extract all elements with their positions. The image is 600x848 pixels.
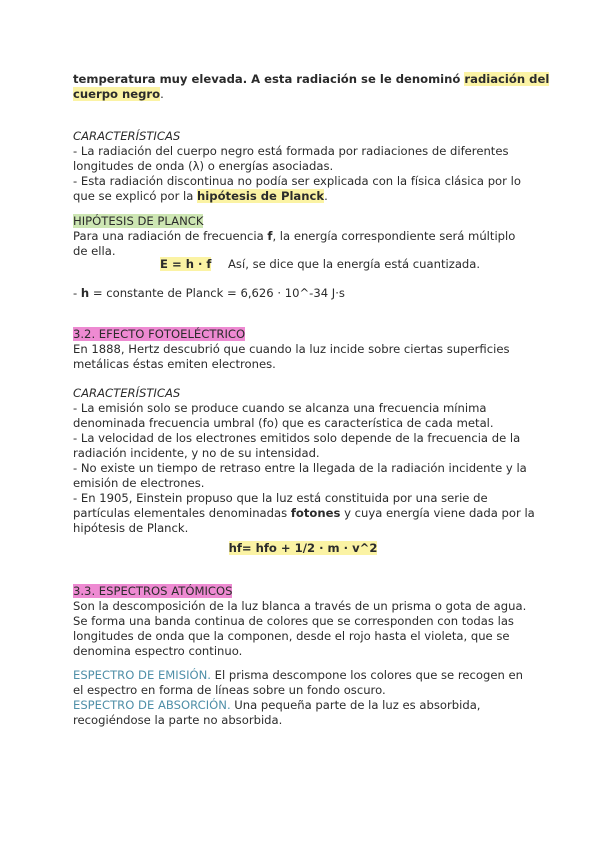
intro-text: temperatura muy elevada. A esta radiación se le denominó: [73, 72, 465, 86]
espectro-absorcion-label: ESPECTRO DE ABSORCIÓN.: [73, 698, 231, 712]
fotoelectrico-caracteristicas: [73, 386, 533, 536]
espectro-emision-text: el espectro en forma de líneas sobre un fondo oscuro.: [73, 683, 386, 697]
fotones-bold: fotones: [290, 506, 341, 520]
bullet-line: hipótesis de Planck.: [73, 521, 189, 535]
fotoelectrico-intro: metálicas éstas emiten electrones.: [73, 357, 276, 371]
espectros-heading: 3.3. ESPECTROS ATÓMICOS: [73, 584, 233, 598]
planck-text-b: , la energía correspondiente será múltiplo: [272, 229, 516, 243]
bullet-line: - Esta radiación discontinua no podía ser explicada con la física clásica por lo: [73, 174, 521, 188]
highlight-cuerpo-negro-a: radiación del: [464, 72, 550, 86]
planck-heading: HIPÓTESIS DE PLANCK: [73, 214, 204, 228]
espectro-absorcion-text: Una pequeña parte de la luz es absorbida,: [230, 698, 481, 712]
bullet-line: - No existe un tiempo de retraso entre la llegada de la radiación incidente y la: [73, 461, 527, 475]
espectros-text: Se forma una banda continua de colores que se corresponden con todas las: [73, 614, 514, 628]
caracteristicas-title: CARACTERÍSTICAS: [73, 386, 181, 400]
intro-end: .: [160, 87, 164, 101]
bullet-line: - En 1905, Einstein propuso que la luz está constituida por una serie de: [73, 491, 488, 505]
espectros-tipos: [73, 668, 533, 728]
einstein-equation: [73, 541, 533, 556]
fotoelectrico-heading: 3.2. EFECTO FOTOELÉCTRICO: [73, 327, 246, 341]
planck-equation-formula: E = h · f: [160, 257, 212, 271]
bullet-line: - La velocidad de los electrones emitidos solo depende de la frecuencia de la: [73, 431, 521, 445]
espectro-emision-label: ESPECTRO DE EMISIÓN.: [73, 668, 211, 682]
bullet-line: radiación incidente, y no de su intensidad.: [73, 446, 320, 460]
planck-equation: [160, 257, 211, 272]
bullet-line: emisión de electrones.: [73, 476, 205, 490]
espectro-emision-text: El prisma descompone los colores que se recogen en: [211, 668, 523, 682]
fotoelectrico-section: [73, 327, 533, 372]
constant-text: = constante de Planck = 6,626 · 10^-34 J·s: [89, 286, 345, 300]
highlight-hipotesis-planck: hipótesis de Planck: [197, 189, 325, 203]
espectros-section: [73, 584, 533, 659]
bullet-line-end: y cuya energía viene dada por la: [340, 506, 535, 520]
intro-paragraph: [73, 72, 550, 102]
caracteristicas-section-1: [73, 129, 533, 204]
einstein-equation-formula: hf= hfo + 1/2 · m · v^2: [228, 541, 378, 555]
bullet-line: partículas elementales denominadas: [73, 506, 291, 520]
espectro-absorcion-text: recogiéndose la parte no absorbida.: [73, 713, 283, 727]
planck-section: [73, 214, 533, 259]
highlight-cuerpo-negro-b: cuerpo negro: [73, 87, 161, 101]
bullet-end: .: [324, 189, 328, 203]
bullet-line: longitudes de onda (λ) o energías asociadas.: [73, 159, 334, 173]
bullet-line: que se explicó por la: [73, 189, 198, 203]
espectros-text: longitudes de onda que la componen, desde el rojo hasta el violeta, que se: [73, 629, 510, 643]
bullet-line: - La radiación del cuerpo negro está formada por radiaciones de diferentes: [73, 144, 509, 158]
planck-constant: [73, 286, 533, 301]
planck-equation-note: Así, se dice que la energía está cuantizada.: [228, 257, 481, 271]
constant-dash: -: [73, 286, 81, 300]
espectros-text: denomina espectro continuo.: [73, 644, 243, 658]
fotoelectrico-intro: En 1888, Hertz descubrió que cuando la luz incide sobre ciertas superficies: [73, 342, 510, 356]
caracteristicas-title: CARACTERÍSTICAS: [73, 129, 181, 143]
planck-text: Para una radiación de frecuencia: [73, 229, 268, 243]
constant-h: h: [80, 286, 90, 300]
bullet-line: - La emisión solo se produce cuando se alcanza una frecuencia mínima: [73, 401, 487, 415]
bullet-line: denominada frecuencia umbral (fo) que es característica de cada metal.: [73, 416, 494, 430]
planck-text-line2: de ella.: [73, 244, 116, 258]
planck-f: f: [267, 229, 273, 243]
espectros-text: Son la descomposición de la luz blanca a través de un prisma o gota de agua.: [73, 599, 527, 613]
